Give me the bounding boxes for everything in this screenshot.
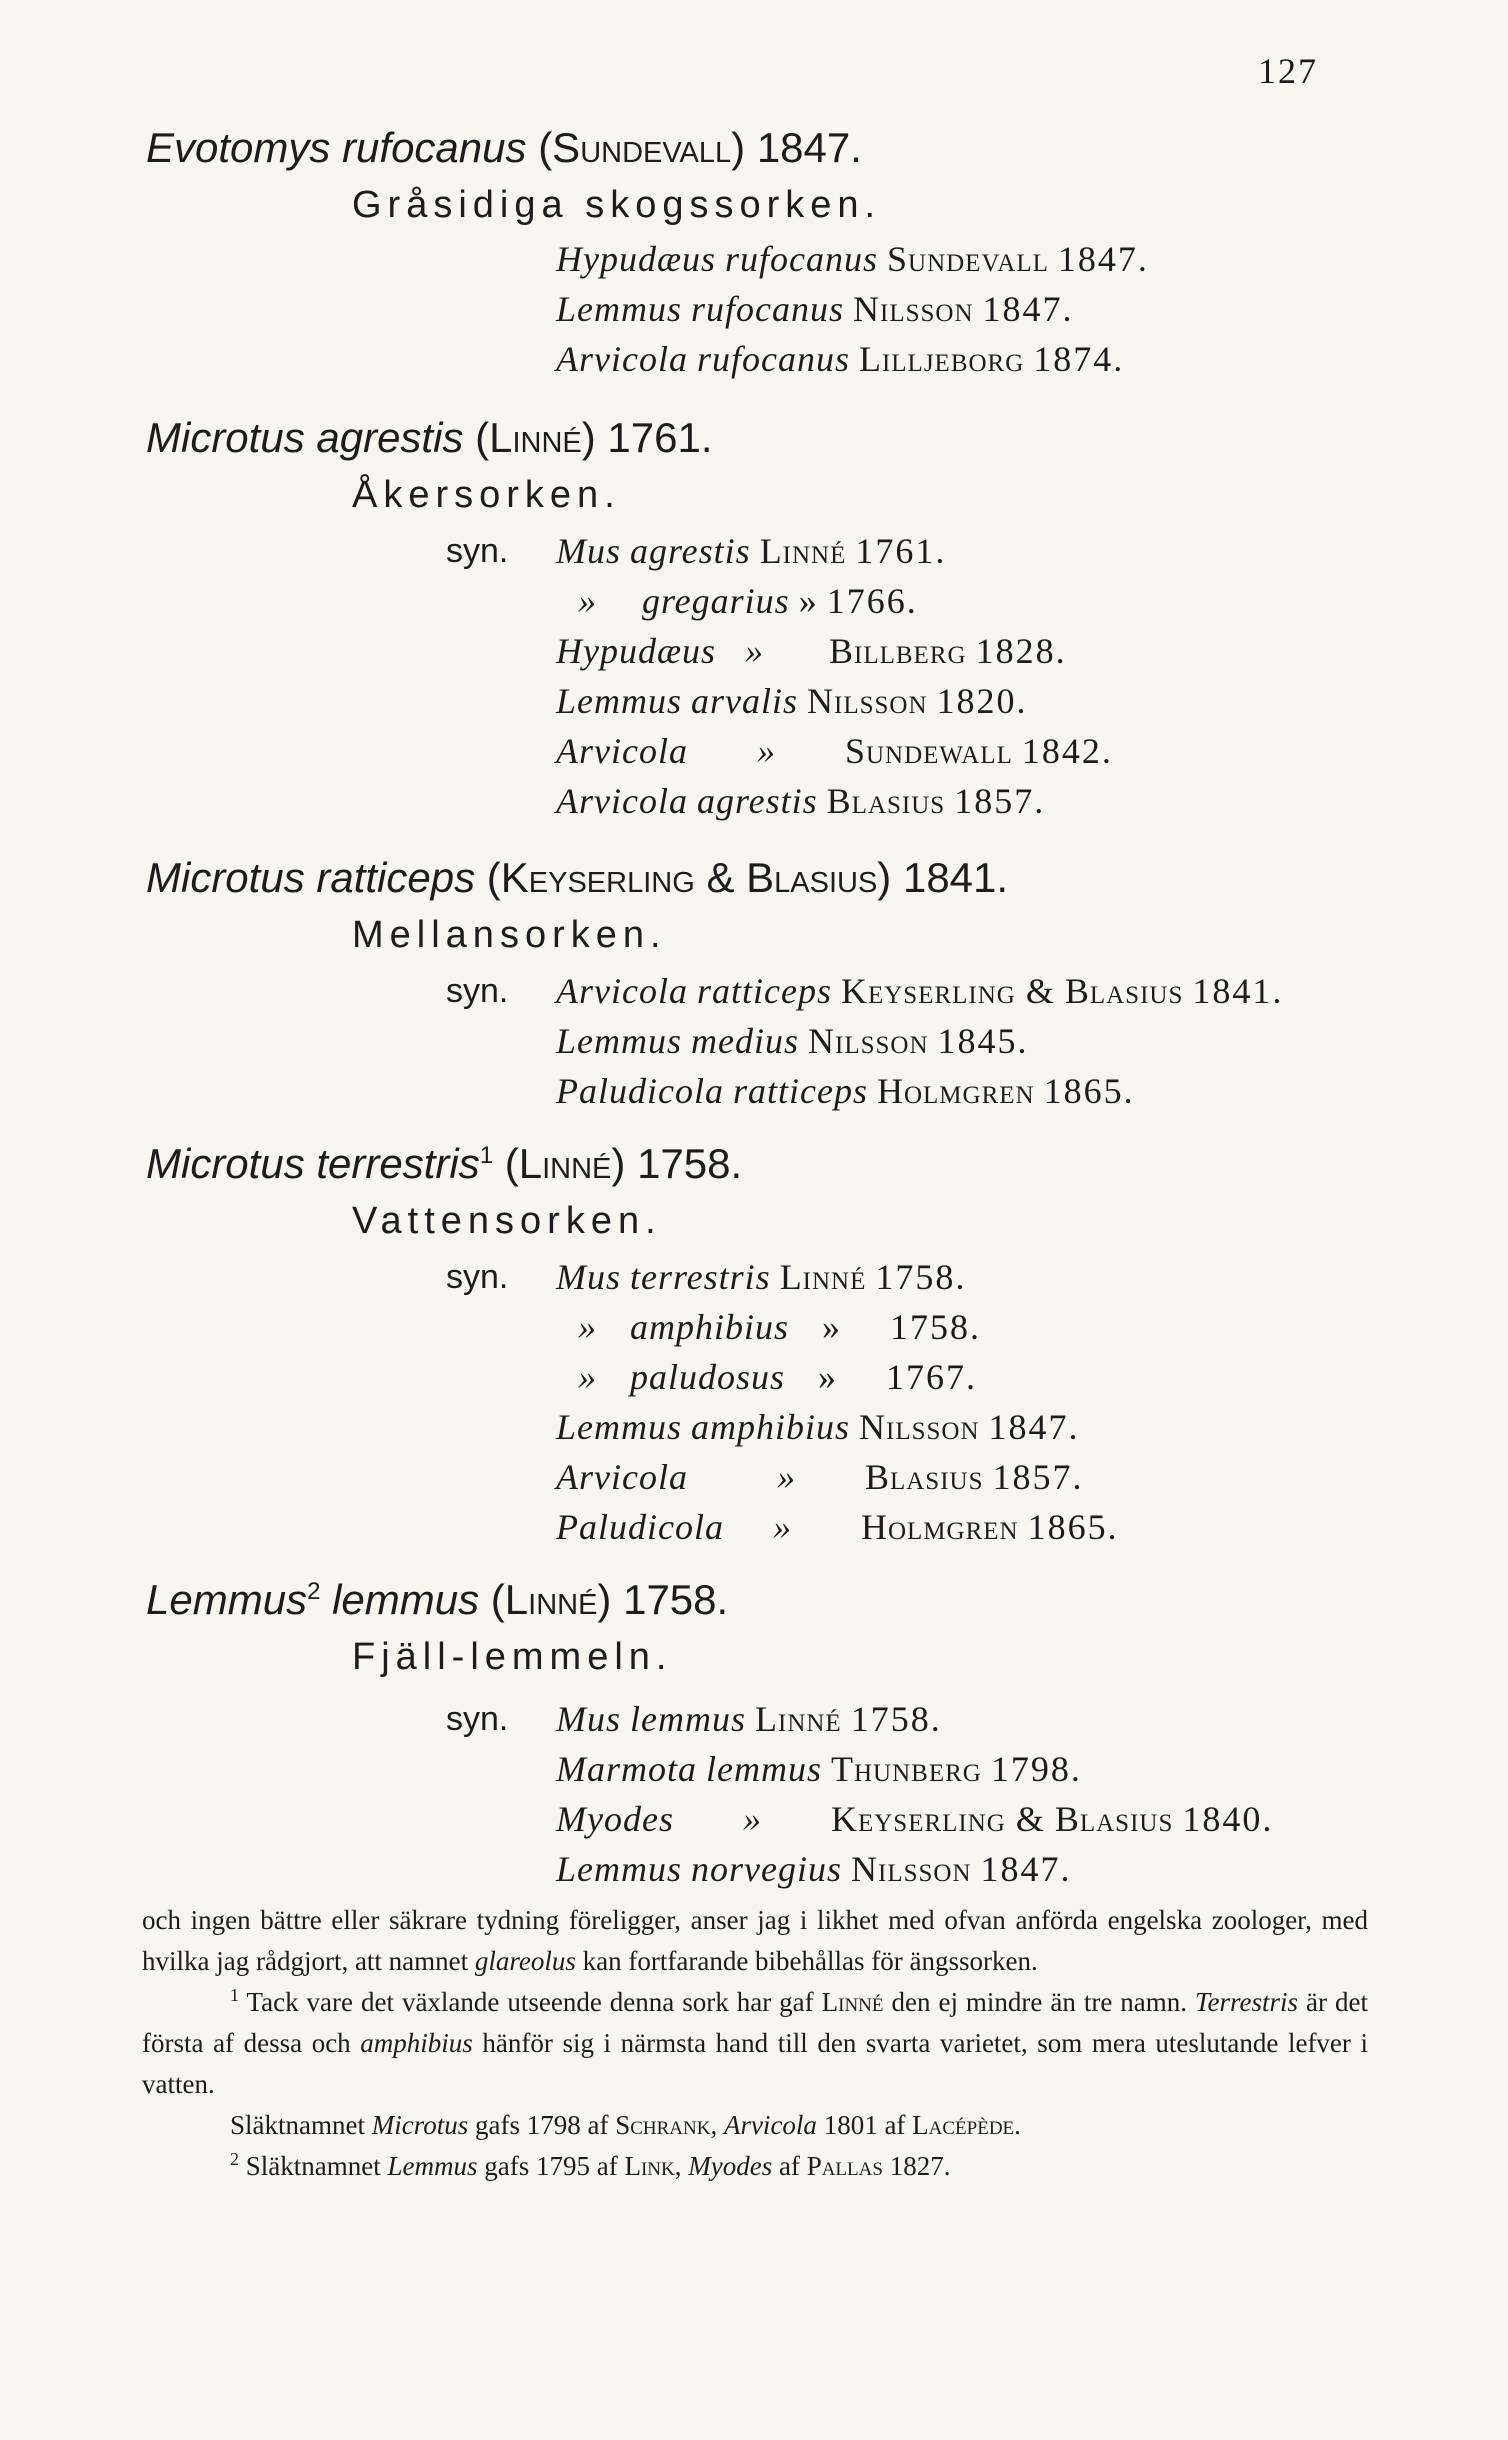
- synonym-year: 1820.: [936, 681, 1028, 721]
- synonym-year: 1841.: [1192, 971, 1284, 1011]
- synonym-epithet: »: [745, 631, 764, 671]
- synonym-line: [578, 1306, 981, 1348]
- syn-label: syn.: [446, 532, 509, 570]
- synonym-line: [556, 680, 1028, 722]
- vernacular-name: Åkersorken.: [352, 474, 621, 516]
- synonym-line: [556, 1506, 1119, 1548]
- synonym-line: [556, 1406, 1080, 1448]
- synonym-line: [556, 1848, 1072, 1890]
- species-heading: [146, 854, 1008, 902]
- year: 1758.: [637, 1140, 743, 1187]
- synonym-genus: Myodes: [556, 1799, 674, 1839]
- note-text: ,: [710, 2110, 724, 2140]
- epithet: rufocanus: [342, 124, 527, 171]
- synonym-genus: »: [578, 1307, 597, 1347]
- synonym-year: 1847.: [1057, 239, 1149, 279]
- note-italic-name: Microtus: [371, 2110, 469, 2140]
- synonym-genus: Mus: [556, 1257, 621, 1297]
- note-text: Tack vare det växlande utseende denna sork har gaf: [239, 1987, 822, 2017]
- species-heading: [146, 1140, 742, 1188]
- genus: Microtus: [146, 854, 305, 901]
- syn-label: syn.: [446, 1700, 509, 1738]
- synonym-epithet: amphibius: [630, 1307, 790, 1347]
- synonym-epithet: »: [776, 1457, 796, 1497]
- synonym-year: 1761.: [855, 531, 947, 571]
- note-text: .: [1014, 2110, 1021, 2140]
- synonym-epithet: norvegius: [691, 1849, 842, 1889]
- synonym-epithet: ratticeps: [696, 971, 832, 1011]
- synonym-line: [556, 630, 1067, 672]
- synonym-author: »: [822, 1307, 842, 1347]
- synonym-epithet: »: [742, 1799, 762, 1839]
- footnote-1-continued: [142, 2105, 1368, 2146]
- synonym-epithet: rufocanus: [696, 339, 850, 379]
- synonym-genus: »: [578, 1357, 597, 1397]
- footnotes: [142, 1900, 1368, 2187]
- synonym-line: [556, 780, 1045, 822]
- synonym-epithet: rufocanus: [691, 289, 845, 329]
- synonym-line: [578, 1356, 977, 1398]
- note-text: kan fortfarande bibehållas för ängssorken.: [575, 1946, 1038, 1976]
- synonym-year: 1758.: [890, 1307, 982, 1347]
- note-text: är det första af dessa och: [142, 1987, 1368, 2058]
- synonym-year: 1767.: [886, 1357, 978, 1397]
- synonym-epithet: »: [756, 731, 776, 771]
- synonym-epithet: arvalis: [691, 681, 799, 721]
- epithet: terrestris: [316, 1140, 480, 1187]
- note-text: af: [772, 2151, 807, 2181]
- synonym-year: 1798.: [990, 1749, 1082, 1789]
- synonym-genus: Lemmus: [556, 1849, 683, 1889]
- year: 1761.: [607, 414, 713, 461]
- synonym-line: [556, 1798, 1273, 1840]
- synonym-year: 1847.: [982, 289, 1074, 329]
- synonym-epithet: »: [772, 1507, 792, 1547]
- genus: Evotomys: [146, 124, 331, 171]
- synonym-line: [556, 338, 1124, 380]
- syn-label: syn.: [446, 1258, 509, 1296]
- synonym-line: [556, 530, 946, 572]
- year: 1841.: [902, 854, 1009, 901]
- species-heading: [146, 414, 713, 462]
- author: (Linné): [490, 1576, 612, 1623]
- note-text: hänför sig i närmsta hand till den svarta varietet, som mera uteslutande lefver i vatten.: [142, 2028, 1368, 2099]
- synonym-line: [578, 580, 918, 622]
- footnote-marker: 1: [479, 1142, 494, 1169]
- footnote-2: [142, 2146, 1368, 2187]
- note-author: Link: [624, 2151, 675, 2181]
- synonym-line: [556, 1020, 1029, 1062]
- synonym-author: Nilsson: [808, 1021, 929, 1061]
- synonym-year: 1758.: [875, 1257, 967, 1297]
- synonym-genus: Hypudæus: [556, 631, 716, 671]
- synonym-author: Holmgren: [876, 1071, 1035, 1111]
- synonym-year: 1847.: [980, 1849, 1072, 1889]
- synonym-year: 1828.: [975, 631, 1067, 671]
- note-text: 1827.: [882, 2151, 951, 2181]
- epithet: lemmus: [332, 1576, 480, 1623]
- synonym-line: [556, 288, 1074, 330]
- note-italic-name: Terrestris: [1195, 1987, 1299, 2017]
- synonym-epithet: medius: [691, 1021, 800, 1061]
- synonym-year: 1766.: [826, 581, 918, 621]
- synonym-genus: Paludicola: [556, 1071, 724, 1111]
- author: (Sundevall): [538, 124, 746, 171]
- synonym-genus: »: [578, 581, 597, 621]
- syn-label: syn.: [446, 972, 509, 1010]
- synonym-genus: Arvicola: [556, 781, 688, 821]
- synonym-genus: Hypudæus: [556, 239, 716, 279]
- synonym-genus: Arvicola: [556, 971, 688, 1011]
- epithet: agrestis: [316, 414, 464, 461]
- footnote-marker: 2: [230, 2149, 239, 2169]
- note-italic-name: amphibius: [360, 2028, 473, 2058]
- synonym-epithet: ratticeps: [732, 1071, 868, 1111]
- author: (Linné): [504, 1140, 626, 1187]
- synonym-epithet: gregarius: [642, 581, 790, 621]
- synonym-genus: Paludicola: [556, 1507, 724, 1547]
- synonym-epithet: agrestis: [696, 781, 818, 821]
- genus: Microtus: [146, 414, 305, 461]
- synonym-epithet: paludosus: [630, 1357, 786, 1397]
- note-text: Släktnamnet: [239, 2151, 388, 2181]
- synonym-line: [556, 1698, 942, 1740]
- synonym-epithet: terrestris: [630, 1257, 771, 1297]
- synonym-epithet: lemmus: [706, 1749, 822, 1789]
- synonym-genus: Lemmus: [556, 289, 683, 329]
- note-text: gafs 1795 af: [477, 2151, 625, 2181]
- synonym-year: 1840.: [1182, 1799, 1274, 1839]
- genus: Lemmus: [146, 1576, 308, 1623]
- vernacular-name: Vattensorken.: [352, 1200, 662, 1242]
- epithet: ratticeps: [316, 854, 476, 901]
- note-italic-name: Lemmus: [387, 2151, 478, 2181]
- synonym-line: [556, 1456, 1084, 1498]
- synonym-line: [556, 730, 1113, 772]
- author: (Linné): [475, 414, 596, 461]
- synonym-author: Linné: [755, 1699, 842, 1739]
- synonym-epithet: amphibius: [691, 1407, 851, 1447]
- synonym-genus: Lemmus: [556, 681, 683, 721]
- synonym-author: Linné: [779, 1257, 867, 1297]
- species-heading: [146, 1576, 728, 1624]
- synonym-author: Blasius: [826, 781, 946, 821]
- synonym-genus: Lemmus: [556, 1021, 683, 1061]
- note-text: Släktnamnet: [230, 2110, 372, 2140]
- year: 1758.: [623, 1576, 729, 1623]
- note-author: Pallas: [806, 2151, 883, 2181]
- synonym-author: Holmgren: [860, 1507, 1019, 1547]
- note-text: den ej mindre än tre namn.: [883, 1987, 1196, 2017]
- synonym-year: 1845.: [937, 1021, 1029, 1061]
- note-italic-name: glareolus: [474, 1946, 576, 1976]
- synonym-year: 1857.: [992, 1457, 1084, 1497]
- synonym-genus: Mus: [556, 1699, 621, 1739]
- note-text: ,: [674, 2151, 689, 2181]
- species-heading: [146, 124, 862, 172]
- synonym-author: Sundewall: [844, 731, 1013, 771]
- synonym-genus: Mus: [556, 531, 621, 571]
- note-italic-name: Myodes: [688, 2151, 773, 2181]
- synonym-line: [556, 1070, 1135, 1112]
- note-author: Linné: [821, 1987, 884, 2017]
- synonym-year: 1847.: [988, 1407, 1080, 1447]
- synonym-author: »: [818, 1357, 838, 1397]
- synonym-epithet: rufocanus: [725, 239, 878, 279]
- synonym-author: Nilsson: [851, 1849, 972, 1889]
- synonym-genus: Lemmus: [556, 1407, 683, 1447]
- synonym-author: Thunberg: [831, 1749, 982, 1789]
- synonym-year: 1865.: [1027, 1507, 1119, 1547]
- note-author: Schrank: [615, 2110, 711, 2140]
- synonym-author: Linné: [759, 531, 847, 571]
- synonym-author: Keyserling & Blasius: [830, 1799, 1174, 1839]
- vernacular-name: Mellansorken.: [352, 914, 667, 956]
- synonym-genus: Arvicola: [556, 731, 688, 771]
- synonym-author: Sundevall: [887, 239, 1049, 279]
- synonym-line: [556, 238, 1149, 280]
- synonym-author: Lilljeborg: [858, 339, 1025, 379]
- synonym-author: Billberg: [829, 631, 967, 671]
- footnote-marker: 2: [307, 1578, 321, 1605]
- synonym-genus: Arvicola: [556, 339, 688, 379]
- synonym-author: »: [798, 581, 818, 621]
- synonym-author: Nilsson: [859, 1407, 980, 1447]
- synonym-genus: Arvicola: [556, 1457, 688, 1497]
- page-number: 127: [1258, 51, 1318, 91]
- continued-note-paragraph: [142, 1900, 1368, 1982]
- synonym-year: 1865.: [1043, 1071, 1135, 1111]
- synonym-author: Keyserling & Blasius: [840, 971, 1184, 1011]
- note-text: 1801 af: [816, 2110, 913, 2140]
- vernacular-name: Gråsidiga skogssorken.: [352, 184, 882, 226]
- synonym-line: [556, 1256, 966, 1298]
- synonym-year: 1758.: [850, 1699, 942, 1739]
- note-italic-name: Arvicola: [723, 2110, 817, 2140]
- synonym-author: Nilsson: [853, 289, 974, 329]
- synonym-year: 1842.: [1021, 731, 1113, 771]
- synonym-genus: Marmota: [556, 1749, 697, 1789]
- synonym-author: Blasius: [864, 1457, 984, 1497]
- genus: Microtus: [146, 1140, 305, 1187]
- footnote-marker: 1: [230, 1985, 239, 2005]
- synonym-line: [556, 1748, 1082, 1790]
- footnote-1: [142, 1982, 1368, 2105]
- synonym-year: 1874.: [1033, 339, 1125, 379]
- note-text: och ingen bättre eller säkrare tydning föreligger, anser jag i likhet med ofvan anförda engelska zoologer, med hvilka jag rådgjort, att namnet: [142, 1905, 1368, 1976]
- vernacular-name: Fjäll-lemmeln.: [352, 1636, 673, 1678]
- synonym-epithet: lemmus: [630, 1699, 746, 1739]
- note-text: gafs 1798 af: [468, 2110, 616, 2140]
- synonym-author: Nilsson: [807, 681, 928, 721]
- author: (Keyserling & Blasius): [486, 854, 892, 901]
- year: 1847.: [756, 124, 862, 171]
- synonym-line: [556, 970, 1283, 1012]
- synonym-year: 1857.: [954, 781, 1046, 821]
- synonym-epithet: agrestis: [630, 531, 751, 571]
- note-author: Lacépède: [912, 2110, 1015, 2140]
